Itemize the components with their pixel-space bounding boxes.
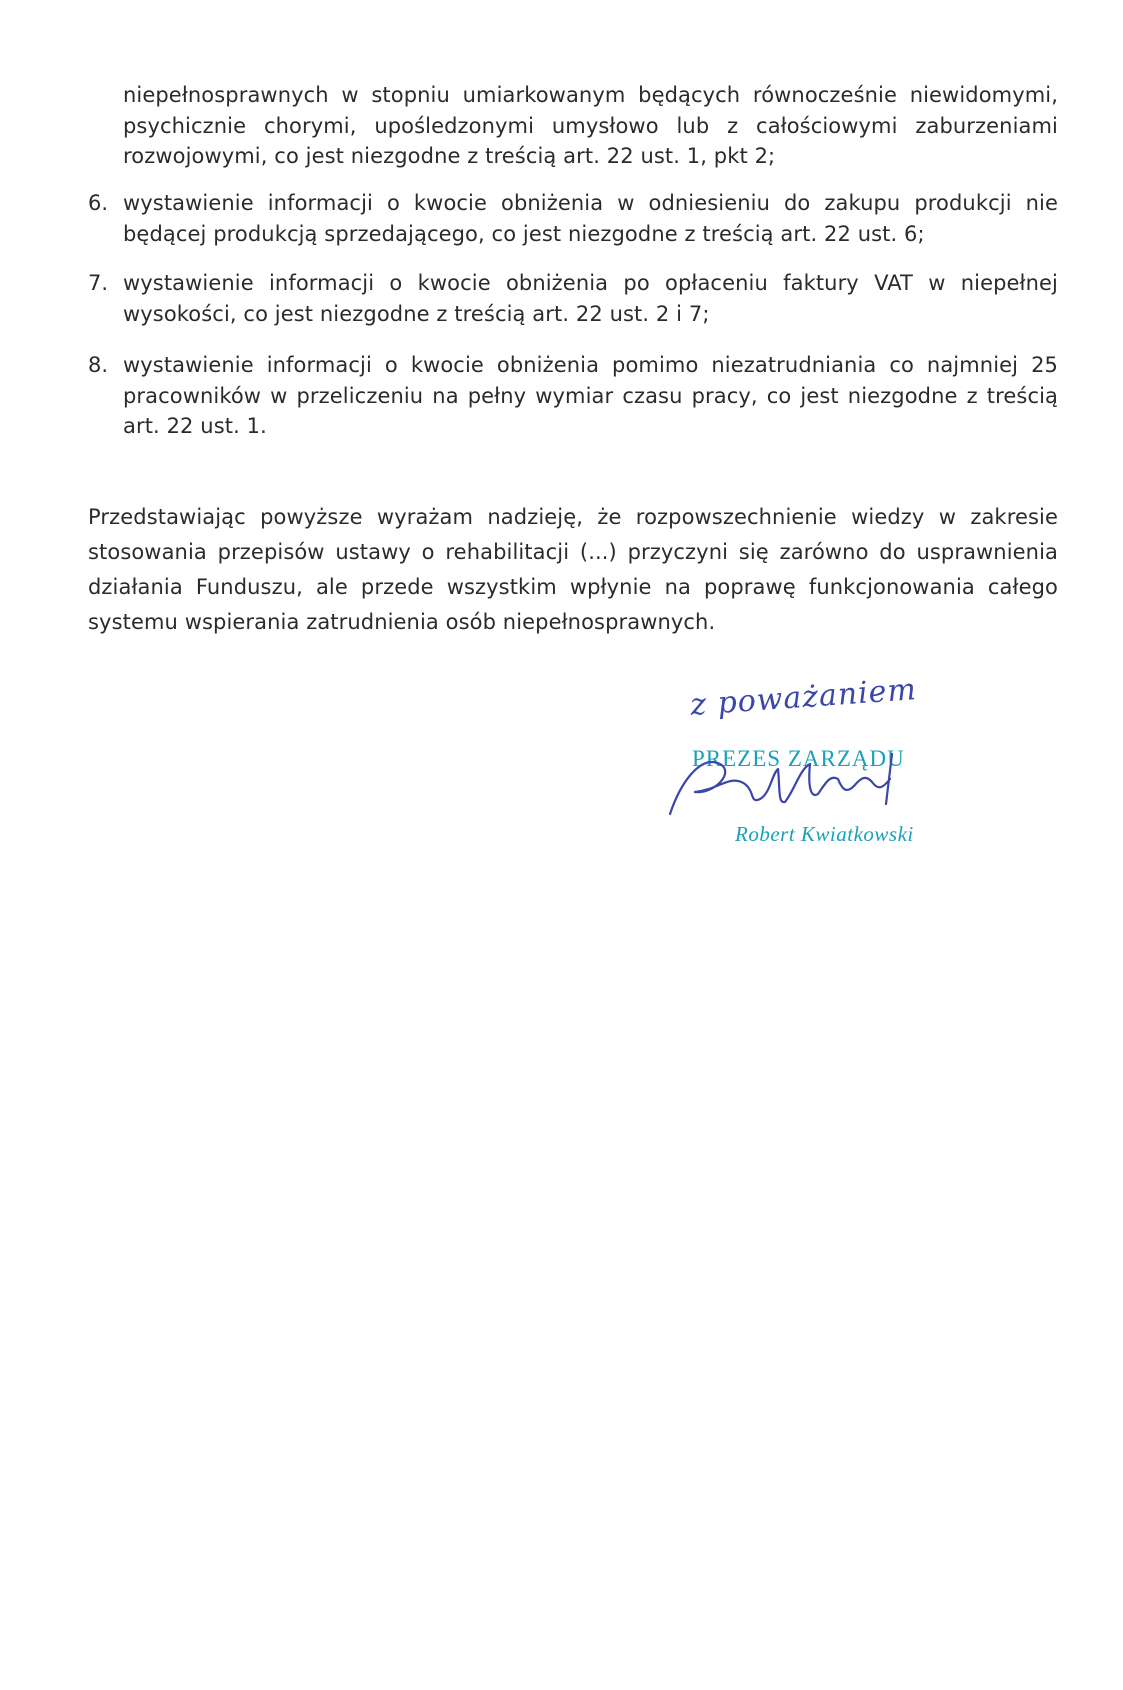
list-text: wystawienie informacji o kwocie obniżenia w odniesieniu do zakupu produkcji nie będącej produkcją sprzedającego, co jest niezgodne z treścią art. 22 ust. 6; (123, 191, 1058, 246)
list-item-continuation: niepełnosprawnych w stopniu umiarkowanym będących równocześnie niewidomymi, psychicznie chorymi, upośledzonymi umysłowo lub z całościowymi zaburzeniami rozwojowymi, co jest niezgodne z treścią art. 22 ust. 1, pkt 2; (123, 83, 1058, 168)
handwritten-greeting: z poważaniem (689, 672, 918, 723)
list-text: wystawienie informacji o kwocie obniżenia pomimo niezatrudniania co najmniej 25 pracowników w przeliczeniu na pełny wymiar czasu pracy, co jest niezgodne z treścią art. 22 ust. 1. (123, 353, 1058, 438)
list-number: 8. (88, 353, 109, 377)
stamp-title: PREZES ZARZĄDU (692, 746, 905, 771)
handwritten-signature (660, 744, 920, 824)
list-text: wystawienie informacji o kwocie obniżenia po opłaceniu faktury VAT w niepełnej wysokości, co jest niezgodne z treścią art. 22 ust. 2 i 7; (123, 271, 1058, 326)
stamp-name: Robert Kwiatkowski (735, 822, 914, 846)
list-number: 7. (88, 271, 109, 295)
closing-paragraph: Przedstawiając powyższe wyrażam nadzieję, że rozpowszechnienie wiedzy w zakresie stosowania przepisów ustawy o rehabilitacji (...) przyczyni się zarówno do usprawnienia działania Funduszu, ale przede wszystkim wpłynie na poprawę funkcjonowania całego systemu wspierania zatrudnienia osób niepełnosprawnych. (88, 505, 1058, 634)
list-number: 6. (88, 191, 109, 215)
signature-block (640, 672, 940, 860)
